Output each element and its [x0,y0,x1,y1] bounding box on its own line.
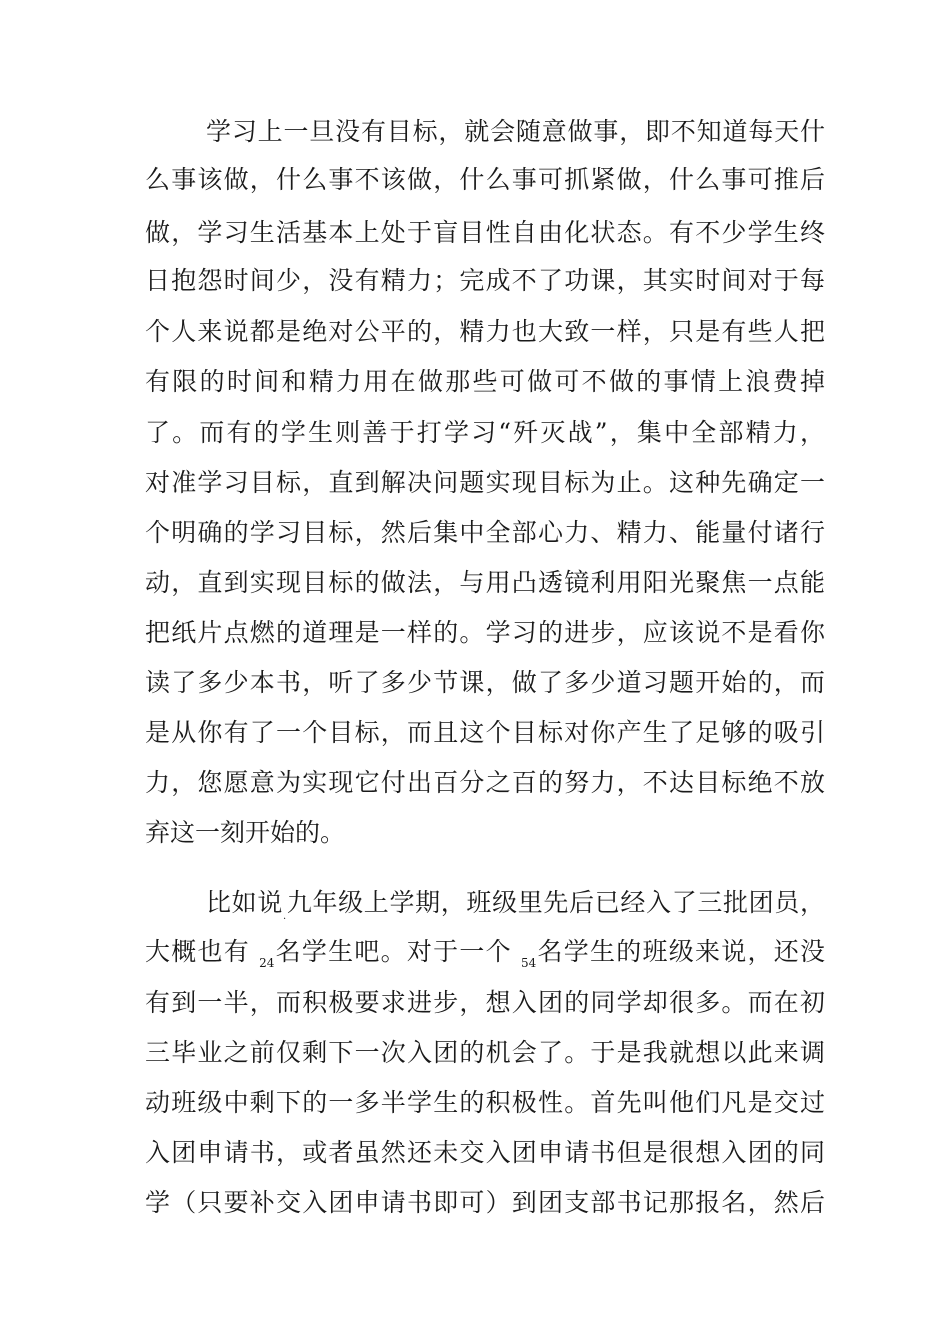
paragraph-1-line-12: 读了多少本书，听了多少节课，做了多少道习题开始的，而 [145,668,825,697]
paragraph-2-line-1-end: 九年级上学期，班级里先后已经入了三批团员， [286,888,825,917]
paragraph-2-line-5: 动班级中剩下的一多半学生的积极性。首先叫他们凡是交过 [145,1088,825,1117]
paragraph-1-line-11: 把纸片点燃的道理是一样的。学习的进步，应该说不是看你 [145,618,825,647]
paragraph-1-line-3: 做，学习生活基本上处于盲目性自由化状态。有不少学生终 [145,218,825,247]
paragraph-1-line-13: 是从你有了一个目标，而且这个目标对你产生了足够的吸引 [145,718,825,747]
paragraph-1-line-6: 有限的时间和精力用在做那些可做可不做的事情上浪费掉 [145,367,825,396]
paragraph-2-line-2 [145,937,825,970]
paragraph-1-line-1: 学习上一旦没有目标，就会随意做事，即不知道每天什 [206,117,825,146]
paragraph-2-line-4: 三毕业之前仅剩下一次入团的机会了。于是我就想以此来调 [145,1038,825,1067]
paragraph-2-line-7: 学（只要补交入团申请书即可）到团支部书记那报名，然后 [145,1188,825,1217]
class-size-number: 54 [521,956,537,970]
paragraph-2-line-2-start: 大概也有 [145,937,250,966]
paragraph-1-line-4: 日抱怨时间少，没有精力；完成不了功课，其实时间对于每 [145,266,825,295]
paragraph-1-line-14: 力，您愿意为实现它付出百分之百的努力，不达目标绝不放 [145,768,825,797]
paragraph-1-line-10: 动，直到实现目标的做法，与用凸透镜利用阳光聚焦一点能 [145,568,825,597]
student-count-number: 24 [259,956,275,970]
paragraph-1-line-8: 对准学习目标，直到解决问题实现目标为止。这种先确定一 [145,468,825,497]
paragraph-2-line-1-start: 比如说 [206,888,283,917]
paragraph-1-line-7: 了。而有的学生则善于打学习“歼灭战”，集中全部精力， [145,418,825,447]
paragraph-1-line-9: 个明确的学习目标，然后集中全部心力、精力、能量付诸行 [145,518,825,547]
emphasis-dot: . [282,911,287,922]
paragraph-1-line-5: 个人来说都是绝对公平的，精力也大致一样，只是有些人把 [145,317,825,346]
paragraph-1-line-15: 弃这一刻开始的。 [145,818,346,847]
paragraph-2-line-2-end: 名学生的班级来说，还没 [536,937,825,966]
paragraph-1-line-2: 么事该做，什么事不该做，什么事可抓紧做，什么事可推后 [145,165,825,194]
paragraph-2-line-3: 有到一半，而积极要求进步，想入团的同学却很多。而在初 [145,988,825,1017]
paragraph-2-line-1 [206,888,825,922]
paragraph-2-line-6: 入团申请书，或者虽然还未交入团申请书但是很想入团的同 [145,1138,825,1167]
paragraph-2-line-2-middle: 名学生吧。对于一个 [274,937,512,966]
